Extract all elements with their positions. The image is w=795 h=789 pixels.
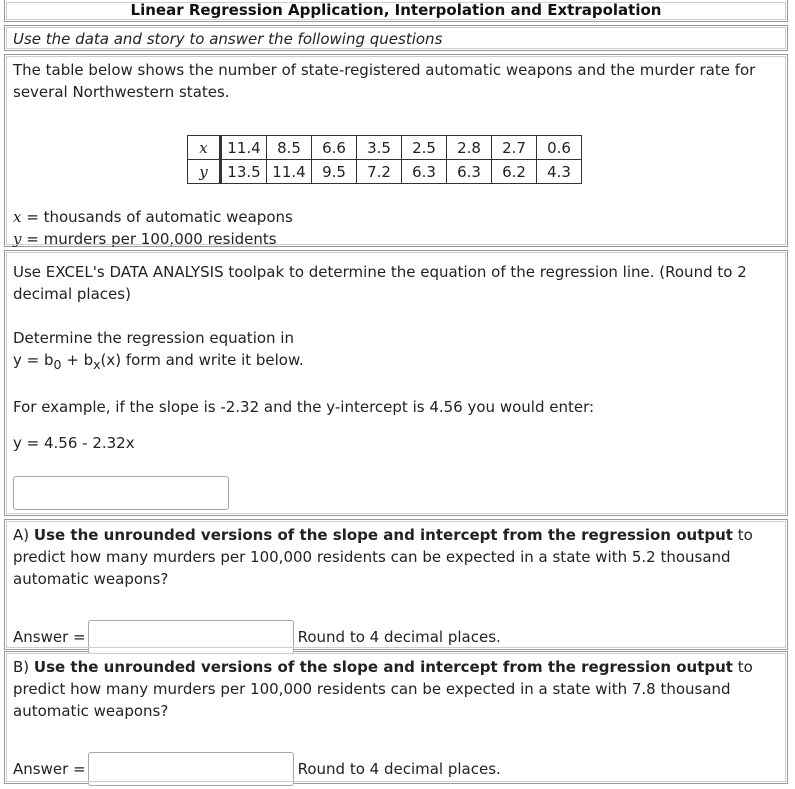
x-value: 8.5	[267, 136, 312, 160]
x-def-text: = thousands of automatic weapons	[21, 208, 293, 226]
answer-a-input[interactable]	[88, 620, 294, 654]
x-label: x	[188, 136, 221, 160]
x-var: x	[13, 208, 22, 226]
answer-a-round-note: Round to 4 decimal places.	[297, 628, 501, 646]
answer-b-round-note: Round to 4 decimal places.	[297, 760, 501, 778]
question-a-text	[13, 524, 779, 590]
x-value: 3.5	[357, 136, 402, 160]
answer-b-row	[13, 752, 779, 786]
y-def-text: = murders per 100,000 residents	[21, 230, 277, 248]
question-a-rest: to predict how many murders per 100,000 residents can be expected in a state with 5.2 thousand automatic weapons?	[13, 526, 753, 588]
x-value: 2.8	[447, 136, 492, 160]
x-value: 11.4	[221, 136, 267, 160]
question-a-label: A)	[13, 526, 34, 544]
question-b-bold: Use the unrounded versions of the slope and intercept from the regression output	[33, 658, 733, 676]
form-subx: x	[93, 357, 101, 372]
variable-definitions	[13, 206, 779, 250]
question-b-text	[13, 656, 779, 722]
example-text: For example, if the slope is -2.32 and the y-intercept is 4.56 you would enter:	[13, 398, 595, 416]
question-b-rest: to predict how many murders per 100,000 residents can be expected in a state with 7.8 thousand automatic weapons?	[13, 658, 753, 720]
y-definition	[13, 228, 779, 250]
form-sub0: 0	[53, 357, 62, 372]
story-instruction: Use the data and story to answer the following questions	[4, 25, 788, 51]
y-value: 4.3	[537, 160, 582, 184]
question-a-section	[4, 519, 788, 650]
form-suffix: (x) form and write it below.	[100, 351, 304, 369]
regression-section	[4, 250, 788, 516]
worksheet	[4, 0, 788, 784]
y-value: 13.5	[221, 160, 267, 184]
data-table	[187, 135, 582, 184]
x-value: 0.6	[537, 136, 582, 160]
intro-section	[4, 54, 788, 247]
excel-instruction: Use EXCEL's DATA ANALYSIS toolpak to determine the equation of the regression line. (Round to 2 decimal places)	[13, 263, 747, 303]
answer-a-label: Answer =	[13, 628, 86, 646]
x-value: 2.7	[492, 136, 537, 160]
question-b-label: B)	[13, 658, 34, 676]
question-b-section	[4, 651, 788, 784]
y-value: 6.2	[492, 160, 537, 184]
y-value: 7.2	[357, 160, 402, 184]
answer-a-row	[13, 620, 779, 654]
x-definition	[13, 206, 779, 228]
answer-b-input[interactable]	[88, 752, 294, 786]
y-value: 6.3	[447, 160, 492, 184]
question-a-bold: Use the unrounded versions of the slope and intercept from the regression output	[33, 526, 733, 544]
answer-b-label: Answer =	[13, 760, 86, 778]
form-prefix: y = b	[13, 351, 54, 369]
table-row-y	[188, 160, 582, 184]
regression-equation-input[interactable]	[13, 476, 229, 510]
table-row-x	[188, 136, 582, 160]
determine-line1: Determine the regression equation in	[13, 329, 294, 347]
equation-form	[13, 349, 779, 376]
example-equation: y = 4.56 - 2.32x	[13, 434, 135, 452]
y-value: 6.3	[402, 160, 447, 184]
y-var: y	[13, 230, 22, 248]
y-value: 11.4	[267, 160, 312, 184]
x-value: 6.6	[312, 136, 357, 160]
y-value: 9.5	[312, 160, 357, 184]
form-mid: + b	[61, 351, 94, 369]
intro-text: The table below shows the number of state-registered automatic weapons and the murder rate for several Northwestern states.	[13, 61, 756, 101]
x-value: 2.5	[402, 136, 447, 160]
y-label: y	[188, 160, 221, 184]
page-title: Linear Regression Application, Interpolation and Extrapolation	[4, 0, 788, 22]
